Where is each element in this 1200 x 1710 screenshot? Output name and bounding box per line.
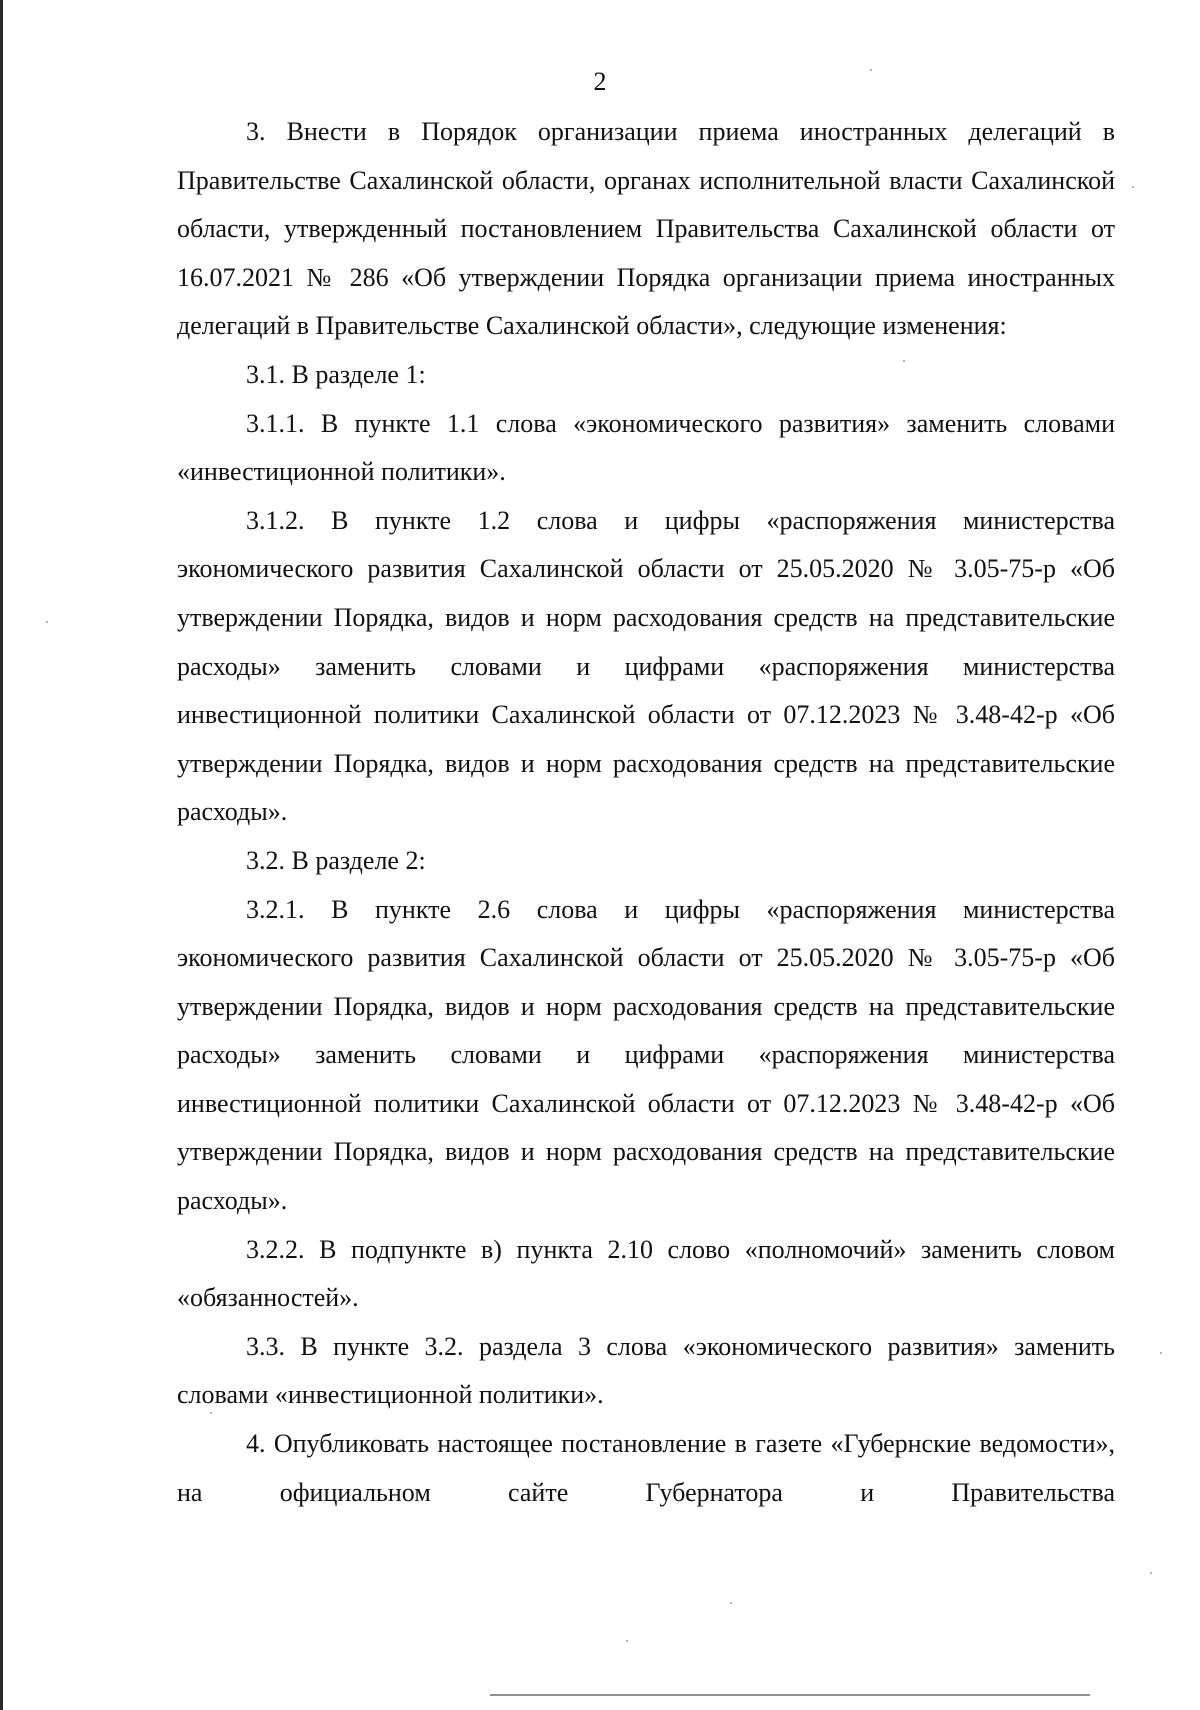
scan-speck <box>1150 1572 1152 1574</box>
scan-speck <box>1160 1352 1162 1354</box>
scan-speck <box>210 1412 212 1414</box>
paragraph-3-3: 3.3. В пункте 3.2. раздела 3 слова «экономического развития» заменить словами «инвестиционной политики». <box>177 1331 1115 1410</box>
paragraph-3-1-2: 3.1.2. В пункте 1.2 слова и цифры «распоряжения министерства экономического развития Сахалинской области от 25.05.2020 № 3.05-75-р «Об утверждении Порядка, видов и норм расходования средств на представительские расходы» заменить словами и цифрами «распоряжения министерства инвестиционной политики Сахалинской области от 07.12.2023 № 3.48-42-р «Об утверждении Порядка, видов и норм расходования средств на представительские расходы». <box>177 505 1115 827</box>
paragraph-3-1-1: 3.1.1. В пункте 1.1 слова «экономического развития» заменить словами «инвестиционной политики». <box>177 408 1115 487</box>
scan-left-edge <box>0 0 3 1710</box>
scan-speck <box>1132 186 1134 188</box>
scan-bottom-rule <box>490 1694 1090 1696</box>
paragraph-4: 4. Опубликовать настоящее постановление в газете «Губернские ведомости», на официальном сайте Губернатора и Правительства <box>177 1429 1115 1507</box>
paragraph-3-2: 3.2. В разделе 2: <box>246 845 426 875</box>
document-body <box>177 108 1115 1517</box>
paragraph-3-2-1: 3.2.1. В пункте 2.6 слова и цифры «распоряжения министерства экономического развития Сахалинской области от 25.05.2020 № 3.05-75-р «Об утверждении Порядка, видов и норм расходования средств на представительские расходы» заменить словами и цифрами «распоряжения министерства инвестиционной политики Сахалинской области от 07.12.2023 № 3.48-42-р «Об утверждении Порядка, видов и норм расходования средств на представительские расходы». <box>177 894 1115 1216</box>
scan-speck <box>903 360 905 362</box>
paragraph-3-1: 3.1. В разделе 1: <box>246 359 426 389</box>
scan-speck <box>870 69 872 71</box>
paragraph-3-2-2: 3.2.2. В подпункте в) пункта 2.10 слово «полномочий» заменить словом «обязанностей». <box>177 1234 1115 1313</box>
scan-speck <box>46 621 48 623</box>
scan-speck <box>730 1602 732 1604</box>
page-number: 2 <box>593 67 607 96</box>
scan-speck <box>626 1640 628 1642</box>
paragraph-3: 3. Внести в Порядок организации приема иностранных делегаций в Правительстве Сахалинской области, органах исполнительной власти Сахалинской области, утвержденный постановлением Правительства Сахалинской области от 16.07.2021 № 286 «Об утверждении Порядка организации приема иностранных делегаций в Правительстве Сахалинской области», следующие изменения: <box>177 117 1115 341</box>
